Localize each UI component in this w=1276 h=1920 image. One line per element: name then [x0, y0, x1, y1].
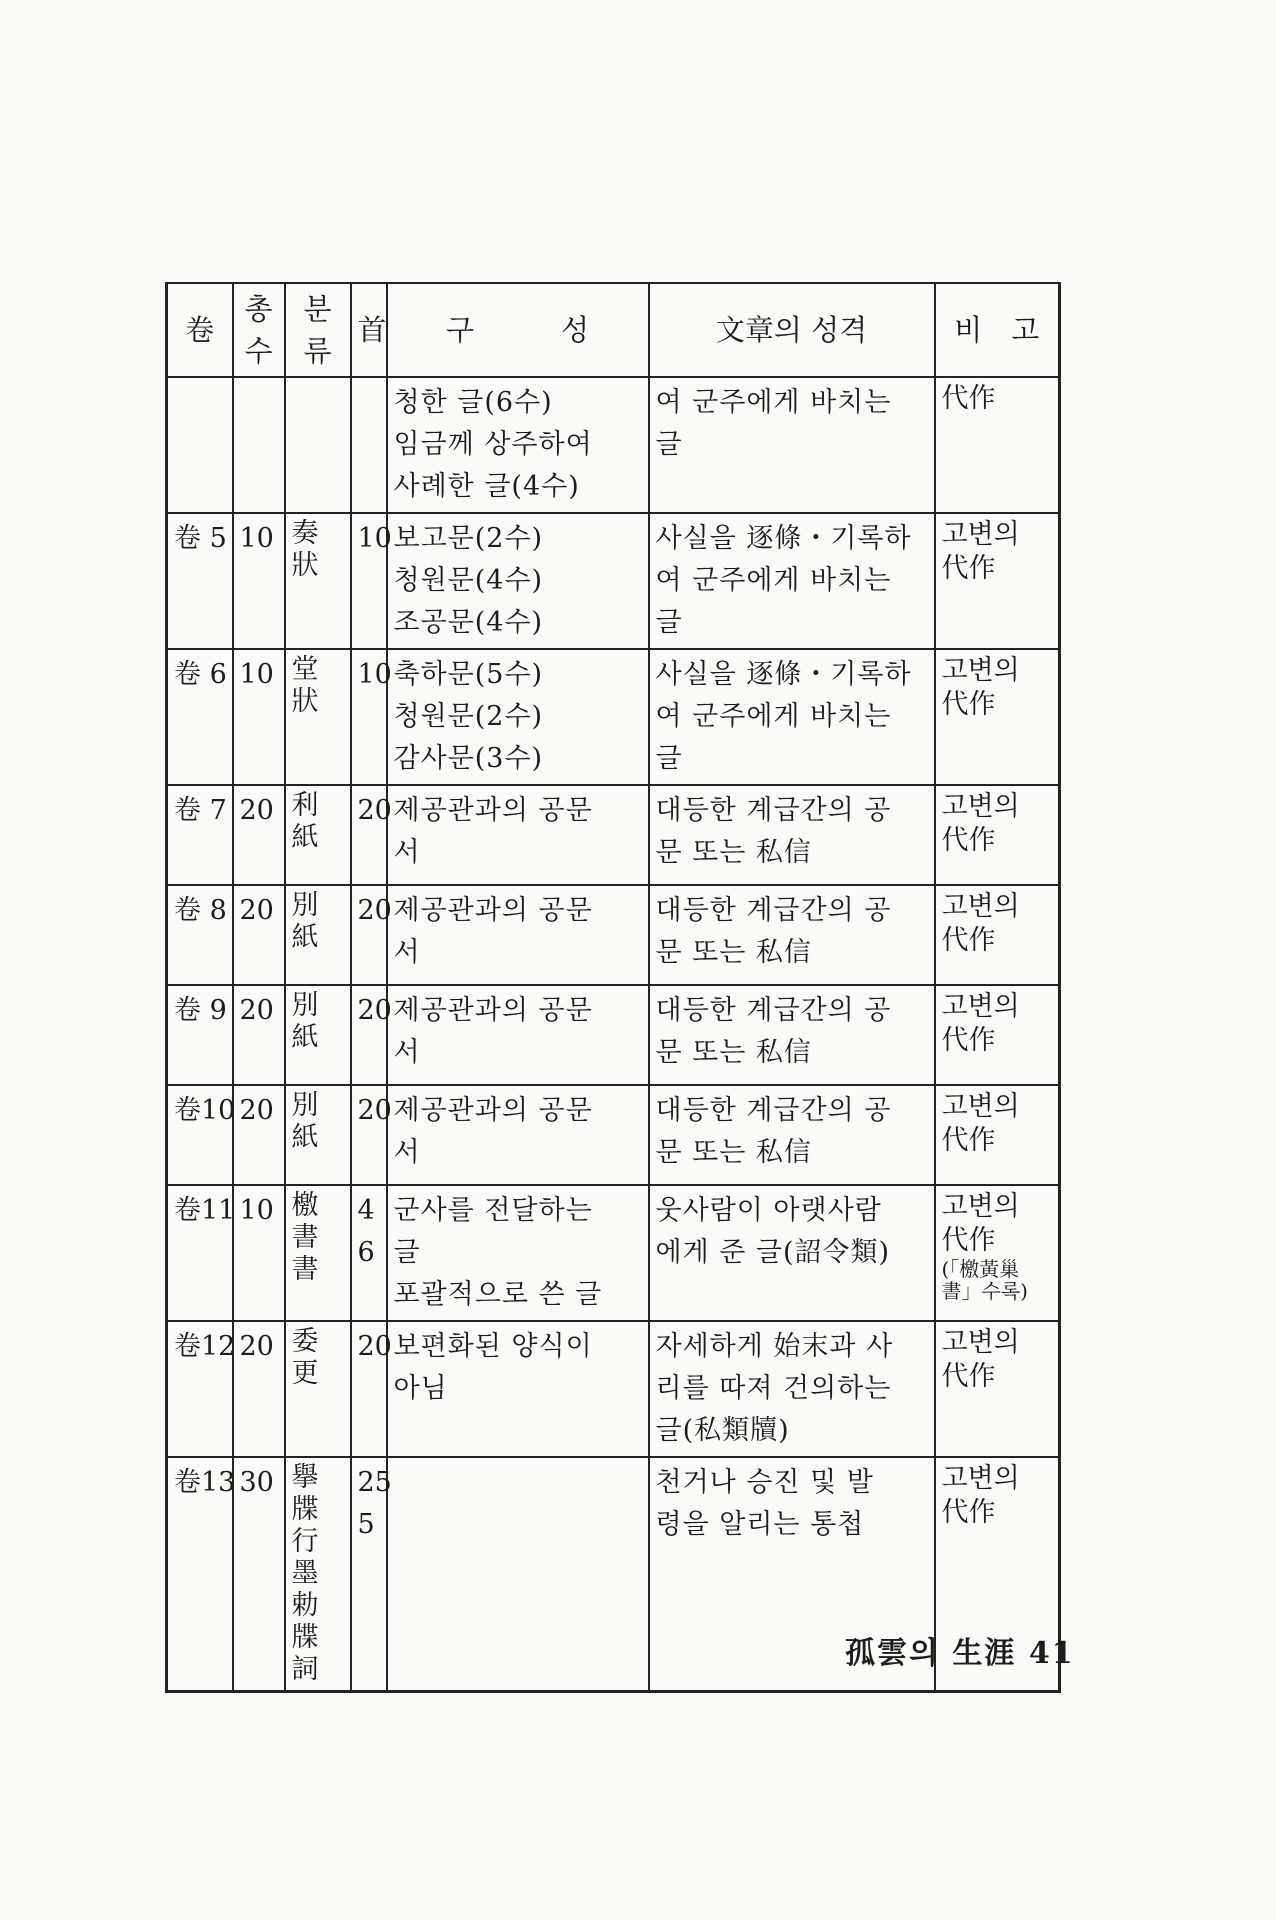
count-value: 6 — [357, 1237, 375, 1268]
count-value: 5 — [357, 1509, 375, 1540]
category-label: 詞 — [291, 1654, 319, 1685]
nature-line: 여 군주에게 바치는 — [655, 701, 892, 732]
note-cell — [935, 985, 1060, 1085]
volume-cell — [167, 785, 233, 885]
note-cell — [935, 513, 1060, 649]
total-value: 30 — [239, 1467, 274, 1498]
nature-cell — [649, 985, 935, 1085]
header-composition: 구 성 — [387, 283, 649, 377]
count-cell — [351, 1321, 392, 1457]
volume-label: 卷 7 — [174, 795, 227, 826]
composition-line: 제공관과의 공문 — [393, 1095, 593, 1126]
count-cell — [351, 1085, 392, 1185]
category-cell — [285, 377, 351, 513]
volume-label: 卷10 — [174, 1095, 236, 1126]
table-row — [167, 513, 1060, 649]
table-row — [167, 1185, 1060, 1321]
note-line: 고변의 — [941, 891, 1020, 922]
note-line: 代作 — [941, 553, 996, 584]
note-cell — [935, 1321, 1060, 1457]
note-line: (「檄黃巢 — [941, 1257, 1020, 1281]
composition-line: 군사를 전달하는 — [393, 1195, 593, 1226]
table-row — [167, 985, 1060, 1085]
volume-cell — [167, 377, 233, 513]
composition-line: 글 — [393, 1237, 421, 1268]
volume-label: 卷13 — [174, 1467, 236, 1498]
count-value: 20 — [357, 1331, 392, 1362]
nature-line: 여 군주에게 바치는 — [655, 387, 892, 418]
category-label: 利紙 — [291, 790, 319, 853]
category-label: 奏狀 — [291, 518, 319, 581]
composition-line: 감사문(3수) — [393, 743, 544, 774]
nature-line: 문 또는 私信 — [655, 1037, 812, 1068]
nature-cell — [649, 785, 935, 885]
composition-line: 포괄적으로 쓴 글 — [393, 1279, 603, 1310]
composition-cell — [387, 985, 649, 1085]
volume-label: 卷11 — [174, 1195, 236, 1226]
composition-cell — [387, 1085, 649, 1185]
count-cell — [351, 1185, 387, 1321]
total-value: 20 — [239, 995, 274, 1026]
composition-cell — [387, 1185, 649, 1321]
total-value: 20 — [239, 1331, 274, 1362]
volume-cell — [167, 1085, 236, 1185]
composition-line: 제공관과의 공문 — [393, 895, 593, 926]
composition-line: 서 — [393, 837, 421, 868]
volume-cell — [167, 649, 233, 785]
volume-label: 卷 6 — [174, 659, 227, 690]
nature-line: 대등한 계급간의 공 — [655, 895, 892, 926]
nature-line: 자세하게 始末과 사 — [655, 1331, 894, 1362]
category-label: 委更 — [291, 1326, 319, 1389]
composition-line: 서 — [393, 937, 421, 968]
note-cell — [935, 1085, 1060, 1185]
nature-line: 문 또는 私信 — [655, 837, 812, 868]
note-cell — [935, 377, 1060, 513]
category-cell — [285, 1185, 351, 1321]
category-label: 擧牒 — [291, 1462, 319, 1525]
count-cell — [351, 985, 392, 1085]
count-value: 10 — [357, 523, 392, 554]
volume-label: 卷 5 — [174, 523, 227, 554]
composition-cell — [387, 649, 649, 785]
count-value: 10 — [357, 659, 392, 690]
nature-line: 에게 준 글(詔令類) — [655, 1237, 891, 1268]
volume-label: 卷12 — [174, 1331, 236, 1362]
category-cell — [285, 785, 351, 885]
total-cell — [233, 785, 285, 885]
category-label: 行墨 — [291, 1526, 319, 1589]
note-line: 代作 — [941, 925, 996, 956]
total-value: 10 — [239, 659, 274, 690]
note-line: 고변의 — [941, 991, 1020, 1022]
count-value: 20 — [357, 995, 392, 1026]
note-line: 代作 — [941, 1025, 996, 1056]
header-category: 분류 — [285, 283, 351, 377]
table-row — [167, 785, 1060, 885]
volume-cell — [167, 1321, 236, 1457]
running-title: 孤雲의 生涯 — [845, 1636, 1017, 1671]
category-label: 別紙 — [291, 990, 319, 1053]
total-cell — [233, 1321, 285, 1457]
count-cell — [351, 885, 392, 985]
category-cell — [285, 1321, 351, 1457]
total-value: 20 — [239, 1095, 274, 1126]
category-cell — [285, 513, 351, 649]
total-cell — [233, 1185, 285, 1321]
volume-cell — [167, 1457, 236, 1692]
count-cell — [351, 649, 392, 785]
nature-cell — [649, 885, 935, 985]
header-volume: 卷 — [167, 283, 233, 377]
total-value: 10 — [239, 1195, 274, 1226]
nature-line: 대등한 계급간의 공 — [655, 1095, 892, 1126]
count-value: 20 — [357, 795, 392, 826]
note-line: 代作 — [941, 1361, 996, 1392]
count-value: 20 — [357, 1095, 392, 1126]
nature-cell — [649, 513, 935, 649]
nature-line: 웃사람이 아랫사람 — [655, 1195, 882, 1226]
composition-line: 임금께 상주하여 — [393, 429, 593, 460]
note-line: 代作 — [941, 383, 996, 414]
nature-line: 글 — [655, 743, 683, 774]
nature-line: 천거나 승진 및 발 — [655, 1467, 874, 1498]
count-value: 25 — [357, 1467, 392, 1498]
category-label: 勅牒 — [291, 1590, 319, 1653]
table-row — [167, 1085, 1060, 1185]
page-footer — [845, 1628, 1075, 1672]
nature-line: 글 — [655, 429, 683, 460]
composition-line: 아님 — [393, 1373, 448, 1404]
composition-cell — [387, 885, 649, 985]
category-label: 別紙 — [291, 1090, 319, 1153]
category-cell — [285, 1457, 351, 1692]
count-cell — [351, 1457, 392, 1692]
total-value: 20 — [239, 795, 274, 826]
nature-line: 여 군주에게 바치는 — [655, 565, 892, 596]
nature-line: 대등한 계급간의 공 — [655, 795, 892, 826]
count-value: 20 — [357, 895, 392, 926]
table-row — [167, 1321, 1060, 1457]
note-line: 書」수록) — [941, 1279, 1028, 1303]
note-line: 고변의 — [941, 1191, 1020, 1222]
volume-cell — [167, 513, 233, 649]
nature-cell — [649, 1185, 935, 1321]
nature-line: 글 — [655, 607, 683, 638]
count-cell — [351, 513, 392, 649]
note-line: 代作 — [941, 1497, 996, 1528]
composition-line: 청원문(4수) — [393, 565, 544, 596]
note-cell — [935, 649, 1060, 785]
total-cell — [233, 1085, 285, 1185]
count-cell — [351, 785, 392, 885]
composition-line: 보고문(2수) — [393, 523, 544, 554]
nature-line: 사실을 逐條・기록하 — [655, 523, 912, 554]
composition-line: 청원문(2수) — [393, 701, 544, 732]
note-line: 代作 — [941, 689, 996, 720]
total-cell — [233, 513, 285, 649]
composition-line: 축하문(5수) — [393, 659, 544, 690]
composition-cell — [387, 785, 649, 885]
category-cell — [285, 885, 351, 985]
count-cell — [351, 377, 387, 513]
volume-label: 卷 8 — [174, 895, 227, 926]
header-count: 首 — [351, 283, 387, 377]
composition-cell — [387, 1321, 649, 1457]
note-line: 고변의 — [941, 791, 1020, 822]
note-cell — [935, 785, 1060, 885]
total-cell — [233, 1457, 285, 1692]
category-label: 書 — [291, 1254, 319, 1285]
nature-cell — [649, 649, 935, 785]
volume-cell — [167, 985, 233, 1085]
composition-line: 제공관과의 공문 — [393, 795, 593, 826]
note-line: 고변의 — [941, 655, 1020, 686]
table-row — [167, 649, 1060, 785]
nature-line: 문 또는 私信 — [655, 937, 812, 968]
total-cell — [233, 985, 285, 1085]
table-row — [167, 377, 1060, 513]
total-value: 20 — [239, 895, 274, 926]
page-number: 41 — [1028, 1636, 1075, 1671]
nature-line: 글(私類牘) — [655, 1415, 790, 1446]
composition-line: 제공관과의 공문 — [393, 995, 593, 1026]
count-value: 4 — [357, 1195, 375, 1226]
note-line: 代作 — [941, 1125, 996, 1156]
composition-line: 보편화된 양식이 — [393, 1331, 593, 1362]
header-total: 총수 — [233, 283, 285, 377]
composition-line: 청한 글(6수) — [393, 387, 553, 418]
header-nature: 文章의 성격 — [649, 283, 935, 377]
header-note: 비 고 — [935, 283, 1060, 377]
nature-line: 문 또는 私信 — [655, 1137, 812, 1168]
table-header-row — [167, 283, 1060, 377]
nature-line: 리를 따져 건의하는 — [655, 1373, 892, 1404]
note-line: 고변의 — [941, 1327, 1020, 1358]
composition-cell — [387, 377, 649, 513]
nature-cell — [649, 1085, 935, 1185]
nature-cell — [649, 1321, 935, 1457]
note-cell — [935, 1185, 1060, 1321]
note-cell — [935, 885, 1060, 985]
category-cell — [285, 649, 351, 785]
note-line: 代作 — [941, 1225, 996, 1256]
composition-line: 서 — [393, 1037, 421, 1068]
category-label: 堂狀 — [291, 654, 319, 717]
nature-line: 대등한 계급간의 공 — [655, 995, 892, 1026]
total-value: 10 — [239, 523, 274, 554]
composition-cell — [387, 513, 649, 649]
note-line: 고변의 — [941, 1463, 1020, 1494]
nature-line: 령을 알리는 통첩 — [655, 1509, 865, 1540]
note-line: 代作 — [941, 825, 996, 856]
volume-cell — [167, 1185, 236, 1321]
volume-cell — [167, 885, 233, 985]
category-cell — [285, 985, 351, 1085]
nature-cell — [649, 377, 935, 513]
works-table — [165, 282, 1061, 1693]
table-row — [167, 885, 1060, 985]
category-label: 別紙 — [291, 890, 319, 953]
total-cell — [233, 377, 285, 513]
composition-cell — [387, 1457, 649, 1692]
nature-line: 사실을 逐條・기록하 — [655, 659, 912, 690]
composition-line: 조공문(4수) — [393, 607, 544, 638]
category-label: 檄書 — [291, 1190, 319, 1253]
note-line: 고변의 — [941, 1091, 1020, 1122]
total-cell — [233, 885, 285, 985]
composition-line: 사례한 글(4수) — [393, 471, 580, 502]
note-line: 고변의 — [941, 519, 1020, 550]
total-cell — [233, 649, 285, 785]
composition-line: 서 — [393, 1137, 421, 1168]
category-cell — [285, 1085, 351, 1185]
volume-label: 卷 9 — [174, 995, 227, 1026]
